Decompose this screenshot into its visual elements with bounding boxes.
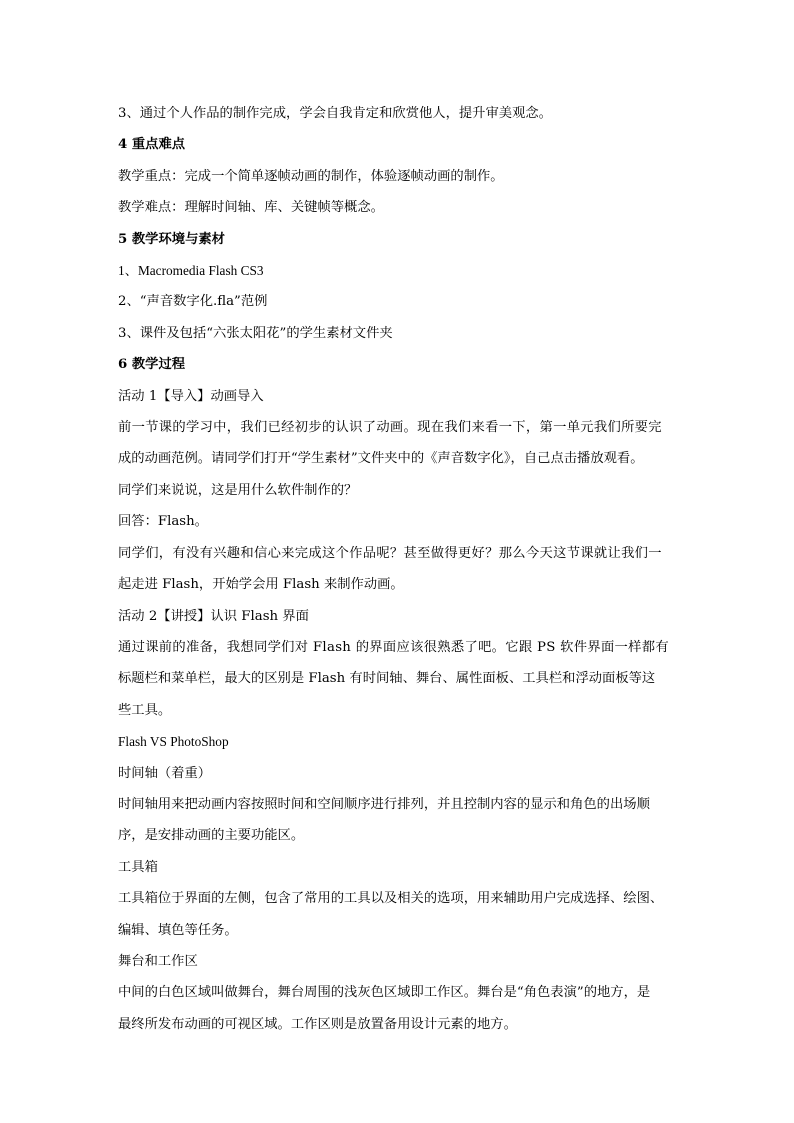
paragraph-line: 序，是安排动画的主要功能区。 (118, 828, 305, 844)
paragraph-line: 些工具。 (118, 702, 172, 718)
paragraph-line: 成的动画范例。请同学们打开“学生素材”文件夹中的《声音数字化》，自己点击播放观看。 (118, 451, 644, 467)
paragraph-line: 中间的白色区域叫做舞台，舞台周围的浅灰色区域即工作区。舞台是“角色表演”的地方，是 (118, 985, 651, 1001)
paragraph-line: 前一节课的学习中，我们已经初步的认识了动画。现在我们来看一下，第一单元我们所要完 (118, 420, 662, 436)
subheading-line: 舞台和工作区 (118, 953, 198, 969)
paragraph-line: 标题栏和菜单栏，最大的区别是 Flash 有时间轴、舞台、属性面板、工具栏和浮动面板等这 (118, 671, 656, 687)
paragraph-line: 回答：Flash。 (118, 514, 208, 530)
section-heading: 6 教学过程 (118, 357, 186, 373)
paragraph-line: 起走进 Flash，开始学会用 Flash 来制作动画。 (118, 577, 404, 593)
paragraph-line: 教学重点：完成一个简单逐帧动画的制作，体验逐帧动画的制作。 (118, 168, 504, 184)
subheading-line: Flash VS PhotoShop (118, 734, 229, 750)
paragraph-line: 工具箱位于界面的左侧，包含了常用的工具以及相关的选项，用来辅助用户完成选择、绘图、 (118, 891, 664, 907)
list-item: 3、课件及包括“六张太阳花”的学生素材文件夹 (118, 325, 393, 341)
paragraph-line: 编辑、填色等任务。 (118, 922, 238, 938)
document-body (118, 98, 678, 1040)
activity-title: 活动 1【导入】动画导入 (118, 388, 264, 404)
subheading-line: 时间轴（着重） (118, 765, 212, 781)
paragraph-line: 教学难点：理解时间轴、库、关键帧等概念。 (118, 200, 384, 216)
list-item: 2、“声音数字化.fla”范例 (118, 294, 268, 310)
paragraph-line: 时间轴用来把动画内容按照时间和空间顺序进行排列，并且控制内容的显示和角色的出场顺 (118, 796, 650, 812)
section-heading: 4 重点难点 (118, 137, 186, 153)
section-heading: 5 教学环境与素材 (118, 231, 225, 247)
paragraph-line: 同学们，有没有兴趣和信心来完成这个作品呢？甚至做得更好？那么今天这节课就让我们一 (118, 545, 662, 561)
paragraph-line: 同学们来说说，这是用什么软件制作的？ (118, 482, 358, 498)
list-item: 1、Macromedia Flash CS3 (118, 263, 264, 279)
activity-title: 活动 2【讲授】认识 Flash 界面 (118, 608, 309, 624)
paragraph-line: 通过课前的准备，我想同学们对 Flash 的界面应该很熟悉了吧。它跟 PS 软件界面一样都有 (118, 639, 669, 655)
paragraph-line: 最终所发布动画的可视区域。工作区则是放置备用设计元素的地方。 (118, 1016, 517, 1032)
subheading-line: 工具箱 (118, 859, 158, 875)
paragraph-line: 3、通过个人作品的制作完成，学会自我肯定和欣赏他人，提升审美观念。 (118, 106, 552, 121)
